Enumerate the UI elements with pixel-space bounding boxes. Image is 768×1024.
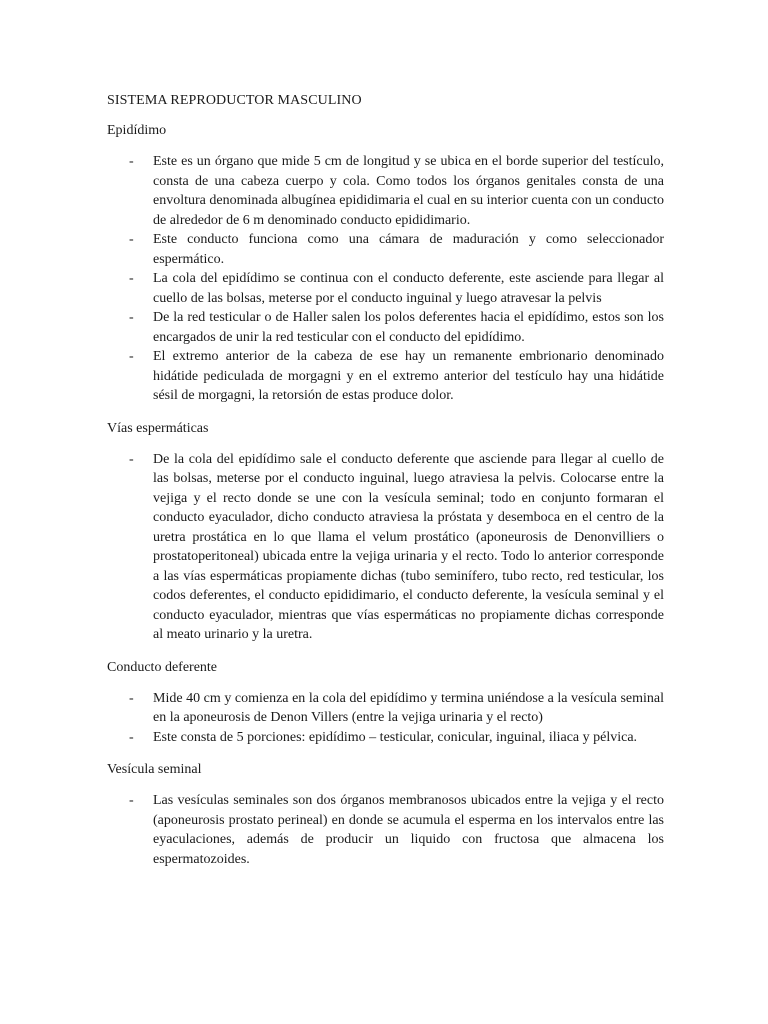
bullet-dash: - <box>129 729 134 745</box>
list-item <box>107 308 664 347</box>
section-heading: Conducto deferente <box>107 659 218 675</box>
section-conducto-deferente <box>107 659 664 748</box>
list-item-text: Las vesículas seminales son dos órganos membranosos ubicados entre la vejiga y el recto (aponeurosis prostato perineal) en donde se acumula el esperma en los intervalos entre las eyaculaciones, además de producir un liquido con fructosa que almacena los espermatozoides. <box>153 793 664 867</box>
section-epididimo <box>107 122 664 406</box>
list-item <box>107 728 664 748</box>
list-item-text: Este consta de 5 porciones: epidídimo – testicular, conicular, inguinal, iliaca y pélvica. <box>153 729 638 745</box>
list-item-text: La cola del epidídimo se continua con el conducto deferente, este asciende para llegar al cuello de las bolsas, meterse por el conducto inguinal y luego atravesar la pelvis <box>153 271 664 306</box>
list-item <box>107 450 664 645</box>
bullet-dash: - <box>129 154 134 169</box>
list-item <box>107 347 664 406</box>
list-item <box>107 230 664 269</box>
bullet-list <box>107 152 664 406</box>
list-item <box>107 269 664 308</box>
bullet-dash: - <box>129 271 134 286</box>
bullet-list <box>107 689 664 748</box>
section-vias-espermaticas <box>107 420 664 645</box>
section-heading: Epidídimo <box>107 123 167 138</box>
document-title: SISTEMA REPRODUCTOR MASCULINO <box>107 93 362 108</box>
bullet-dash: - <box>129 793 134 808</box>
bullet-dash: - <box>129 451 134 467</box>
bullet-dash: - <box>129 349 134 364</box>
section-vesicula-seminal <box>107 761 664 869</box>
list-item-text: De la red testicular o de Haller salen los polos deferentes hacia el epidídimo, estos son los encargados de unir la red testicular con el conducto del epidídimo. <box>153 310 664 345</box>
document-page <box>107 92 664 883</box>
section-heading: Vesícula seminal <box>107 762 202 777</box>
list-item <box>107 689 664 728</box>
list-item-text: El extremo anterior de la cabeza de ese hay un remanente embrionario denominado hidátide pediculada de morgagni y en el extremo anterior del testículo hay una hidátide sésil de morgagni, la retorsión de estas produce dolor. <box>153 349 664 403</box>
bullet-list <box>107 791 664 869</box>
bullet-list <box>107 450 664 645</box>
bullet-dash: - <box>129 690 134 706</box>
list-item-text: Mide 40 cm y comienza en la cola del epidídimo y termina uniéndose a la vesícula seminal en la aponeurosis de Denon Villers (entre la vejiga urinaria y el recto) <box>153 690 664 725</box>
list-item-text: Este es un órgano que mide 5 cm de longitud y se ubica en el borde superior del testículo, consta de una cabeza cuerpo y cola. Como todos los órganos genitales consta de una envoltura denominada albugínea epididimaria el cual en su interior cuenta con un conducto de alrededor de 6 m denominado conducto epididimario. <box>153 154 664 228</box>
list-item <box>107 152 664 230</box>
list-item-text: De la cola del epidídimo sale el conducto deferente que asciende para llegar al cuello de las bolsas, meterse por el conducto inguinal, luego atraviesa la pelvis. Colocarse entre la vejiga y el recto donde se une con la vesícula seminal; todo en conjunto formaran el conducto eyaculador, dicho conducto atraviesa la próstata y desemboca en el centro de la uretra prostática en lo que llama el velum prostático (aponeurosis de Denonvilliers o prostatoperitoneal) ubicada entre la vejiga urinaria y el recto. Todo lo anterior corresponde a las vías espermáticas propiamente dichas (tubo seminífero, tubo recto, red testicular, los codos deferentes, el conducto epididimario, el conducto deferente, la vesícula seminal y el conducto eyaculador, mientras que vías espermáticas no propiamente dichas corresponde al meato urinario y la uretra. <box>153 451 664 642</box>
section-heading: Vías espermáticas <box>107 420 209 436</box>
bullet-dash: - <box>129 232 134 247</box>
list-item <box>107 791 664 869</box>
bullet-dash: - <box>129 310 134 325</box>
list-item-text: Este conducto funciona como una cámara de maduración y como seleccionador espermático. <box>153 232 664 267</box>
